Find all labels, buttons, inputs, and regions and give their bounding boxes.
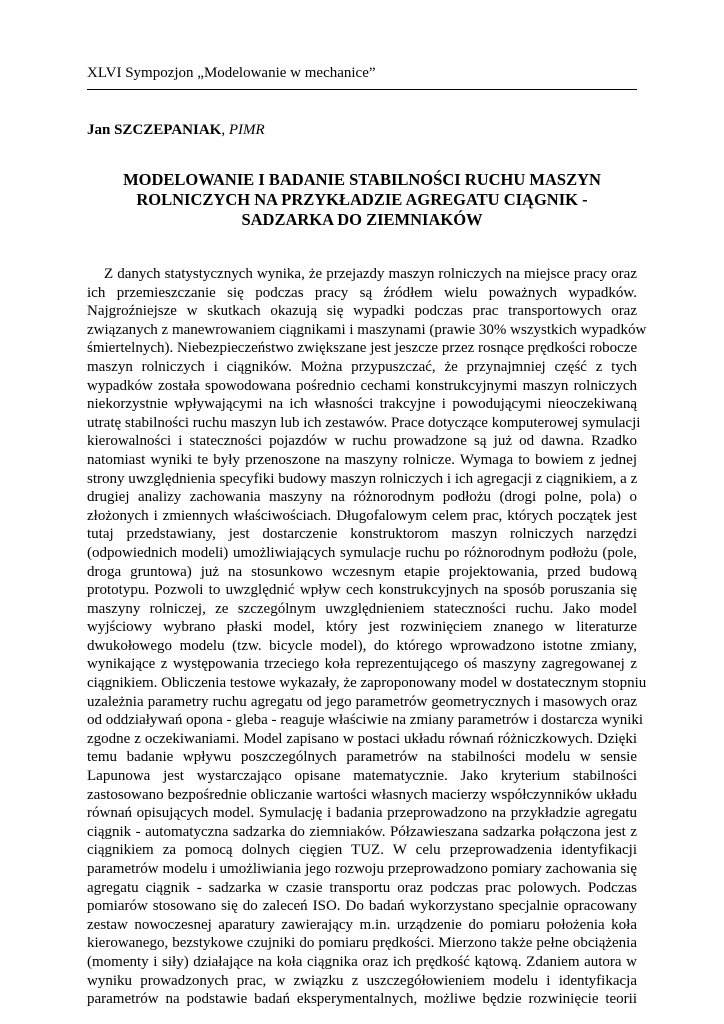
body-line: wyniku prowadzonych prac, w związku z uszczegółowieniem modelu i identyfikacja bbox=[87, 972, 637, 989]
header-rule bbox=[87, 89, 637, 90]
running-header: XLVI Sympozjon „Modelowanie w mechanice” bbox=[87, 65, 376, 81]
body-line: strony uwzględnienia specyfiki budowy maszyn rolniczych i ich agregacji z ciągnikiem, a z bbox=[87, 470, 638, 487]
body-line: prototypu. Pozwoli to uwzględnić wpływ cech konstrukcyjnych na sposób poruszania się bbox=[87, 582, 637, 599]
body-line: ciągnik - automatyczna sadzarka do ziemniaków. Półzawieszana sadzarka połączona jest z bbox=[87, 823, 637, 840]
body-line: dwukołowego modelu (tzw. bicycle model), do którego wprowadzono istotne zmiany, bbox=[87, 637, 637, 654]
body-line: (odpowiednich modeli) umożliwiających symulacje ruchu po różnorodnym podłożu (pole, bbox=[87, 544, 637, 561]
body-line: Najgroźniejsze w skutkach okazują się wypadki podczas prac transportowych oraz bbox=[87, 303, 637, 320]
body-line: parametrów modelu i umożliwiania jego rozwoju przeprowadzono pomiary zachowania się bbox=[87, 861, 637, 877]
body-line: (momenty i siły) działające na koła ciągnika oraz ich prędkość kątową. Zdaniem autora w bbox=[87, 953, 637, 970]
body-line: ciągnikiem. Obliczenia testowe wykazały, że zaproponowany model w dostatecznym stopniu bbox=[87, 675, 647, 692]
body-line: droga gruntowa) już na stosunkowo wczesnym etapie projektowania, przed budową bbox=[87, 563, 637, 580]
body-line: ich przemieszczanie się podczas pracy są źródłem wielu poważnych wypadków. bbox=[87, 284, 637, 301]
body-line: utratę stabilności ruchu maszyn lub ich zestawów. Prace dotyczące komputerowej symulacji bbox=[87, 414, 641, 431]
title-line: ROLNICZYCH NA PRZYKŁADZIE AGREGATU CIĄGNIK - bbox=[136, 190, 588, 209]
body-line: wyjściowy wybrano płaski model, który jest rozwinięciem znanego w literaturze bbox=[87, 619, 637, 636]
body-line: natomiast wyniki te były przenoszone na maszyny rolnicze. Wymaga to bowiem z jednej bbox=[87, 451, 637, 468]
author-line bbox=[87, 121, 265, 139]
body-line: parametrów na podstawie badań eksperymentalnych, możliwe będzie rozwinięcie teorii bbox=[87, 991, 637, 1008]
body-line: zestaw nowoczesnej aparatury zawierający m.in. urządzenie do pomiaru położenia koła bbox=[87, 916, 637, 933]
author-name: Jan SZCZEPANIAK bbox=[87, 122, 222, 138]
body-line: Lapunowa jest wystarczająco opisane matematycznie. Jako kryterium stabilności bbox=[87, 768, 637, 785]
body-line: temu badanie wpływu poszczególnych parametrów na stabilności modelu w sensie bbox=[87, 749, 637, 766]
body-line: wynikające z występowania trzeciego koła reprezentującego oś maszyny zagregowanej z bbox=[87, 656, 637, 673]
body-line: Z danych statystycznych wynika, że przejazdy maszyn rolniczych na miejsce pracy oraz bbox=[104, 266, 637, 282]
body-line: pomiarów stosowano się do zaleceń ISO. Do badań wykorzystano specjalnie opracowany bbox=[87, 898, 637, 915]
body-line: maszyn rolniczych i ciągników. Można przypuszczać, że przynajmniej część z tych bbox=[87, 358, 637, 375]
body-line: zgodne z oczekiwaniami. Model zapisano w postaci układu równań różniczkowych. Dzięki bbox=[87, 730, 637, 747]
body-line: zastosowano bezpośrednie obliczanie wartości własnych macierzy współczynników układu bbox=[87, 786, 637, 803]
body-line: niekorzystnie wpływającymi na ich własności trakcyjne i powodującymi nieoczekiwaną bbox=[87, 396, 637, 413]
body-line: agregatu ciągnik - sadzarka w czasie transportu oraz podczas prac polowych. Podczas bbox=[87, 879, 637, 896]
body-line: złożonych i zmiennych właściwościach. Długofalowym celem prac, których początek jest bbox=[87, 507, 637, 524]
body-line: kierowanego, bezstykowe czujniki do pomiaru prędkości. Mierzono także pełne obciążenia bbox=[87, 935, 637, 952]
body-line: uzależnia parametry ruchu agregatu od jego parametrów geometrycznych i masowych oraz bbox=[87, 693, 637, 710]
body-line: równań opisujących model. Symulację i badania przeprowadzono na przykładzie agregatu bbox=[87, 805, 637, 822]
abstract-body bbox=[87, 265, 647, 1009]
body-line: od oddziaływań opona - gleba - reaguje właściwie na zmiany parametrów i dostarcza wyniki bbox=[87, 712, 644, 729]
body-line: związanych z manewrowaniem ciągnikami i maszynami (prawie 30% wszystkich wypadków bbox=[87, 321, 647, 338]
body-line: śmiertelnych). Niebezpieczeństwo zwiększane jest jeszcze przez rosnące prędkości robocze bbox=[87, 340, 638, 357]
title-line: SADZARKA DO ZIEMNIAKÓW bbox=[241, 210, 483, 229]
title-line: MODELOWANIE I BADANIE STABILNOŚCI RUCHU MASZYN bbox=[123, 170, 601, 189]
body-line: kierowalności i stateczności pojazdów w ruchu prowadzone są już od dawna. Rzadko bbox=[87, 433, 637, 450]
body-line: drugiej analizy zachowania maszyny na różnorodnym podłożu (drogi polne, pola) o bbox=[87, 489, 637, 506]
paper-title bbox=[87, 170, 637, 230]
body-line: maszyny rolniczej, ze szczególnym uwzględnieniem stateczności ruchu. Jako model bbox=[87, 600, 637, 617]
body-line: wypadków została spowodowana pośrednio cechami konstrukcyjnymi maszyn rolniczych bbox=[87, 377, 637, 394]
author-affiliation: PIMR bbox=[228, 122, 265, 138]
body-line: ciągnikiem za pomocą dolnych cięgien TUZ. W celu przeprowadzenia identyfikacji bbox=[87, 842, 637, 859]
body-line: tutaj przedstawiany, jest dostarczenie konstruktorom maszyn rolniczych narzędzi bbox=[87, 526, 637, 543]
author-separator: , bbox=[221, 122, 229, 138]
